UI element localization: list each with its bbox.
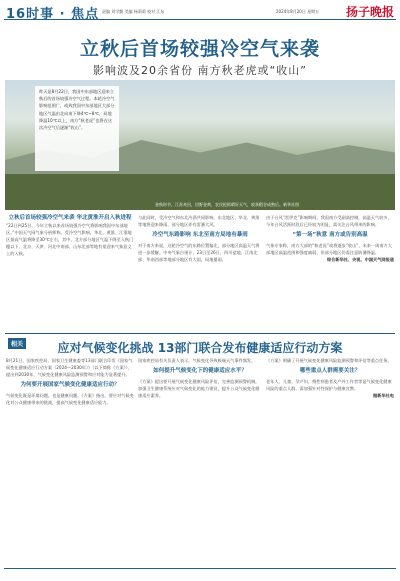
page-header <box>4 3 396 20</box>
col5-body: 国家疾控局有关负责人表示，气候变化导致极端天气事件频发。 <box>138 358 256 363</box>
col5-subheading: 如何提升气候变化下的健康适应水平？ <box>153 368 247 374</box>
story1-body: “22日到25日，今年立秋以来首场较强冷空气将影响我国中东部地区。”中国天气网气象分析师称，受冷空气影响，华北、黄淮、江淮地区最高气温将降至30℃左右，其中，北方部分地区气温下降至入秋门槛以下，北京、天津、河北中南部、山东北部等地有望迎来气象意义上的入秋。 <box>6 223 134 256</box>
photo-caption: 金秋时节，江苏麦田，田野金黄，农民抢抓晴好天气，收获稻谷成熟后。新华社图 <box>155 202 299 207</box>
col3-body2: 气象专家称，南方大部的“秋老虎”或将逐步“收山”，未来一周南方大部地区高温范围和强度减弱，但部分地区仍需注意防暑降温。 <box>266 243 392 255</box>
col2-subheading: 冷空气东路影响 东北至南方局地有暴雨 <box>152 232 248 238</box>
main-headline: 立秋后首场较强冷空气来袭 <box>79 38 320 60</box>
page-section-label: 16时事 · 焦点 <box>6 7 100 22</box>
col6-byline: 据新华社电 <box>373 393 394 398</box>
col2-body: 与此同时，受冷空气和东北冷涡共同影响，东北地区、华北、黄淮等地将迎来降雨，部分地区伴有雷暴大风。 <box>138 215 260 227</box>
story-column-2 <box>138 214 262 332</box>
col3-subheading: “第一场”秋意 南方或告别高温 <box>292 232 368 238</box>
col6-body: 《方案》明确了开展气候变化健康风险监测预警和评估等重点任务。 <box>266 358 392 363</box>
lead-text-box: 昨天是8月22日，我国中东部地区迎来立秋后的首场较强冷空气过程。本轮冷空气影响范围广，或致我国中东部地区大部分地区气温由北向南下降4℃~8℃，局地降温10℃以上，南方“秋老虎”也将在这次冷空气后逐渐“收山”。 <box>35 86 119 171</box>
page-footer <box>4 568 396 579</box>
story2-column-2 <box>138 357 262 557</box>
issue-date: 2024年8月20日 星期五 <box>276 9 320 14</box>
col6-subheading: 哪些重点人群需要关注？ <box>299 368 361 374</box>
section-tag: 相关 <box>8 338 26 349</box>
harvest-photo <box>5 80 395 210</box>
second-headline: 应对气候变化挑战 13部门联合发布健康适应行动方案 <box>57 341 343 355</box>
newspaper-logo: 扬子晚报 <box>345 5 394 19</box>
section-divider <box>5 333 395 334</box>
story1-heading: 立秋后首场较强冷空气来袭 华北黄淮开启入秋进程 <box>8 215 132 221</box>
story2-column-3 <box>266 357 394 557</box>
editor-credits: 责编 刘学勤 美编 杨莉莉 校对 江东 <box>102 9 165 14</box>
col4-body: 8月21日，国家疾控局、国家卫生健康委等13部门联合印发《国家气候变化健康适应行动方案（2024—2030年）》（以下简称《方案》），提出到2030年，气候变化健康风险监测预警和应对能力显著提升。 <box>6 358 133 377</box>
col4-subheading: 为何要开展国家气候变化健康适应行动？ <box>20 382 120 388</box>
main-subheadline: 影响波及20余省份 南方秋老虎或“收山” <box>93 64 307 77</box>
col5-body2: 《方案》提出要开展气候变化健康风险评估，完善监测预警机制，加强卫生健康系统应对气候变化的能力建设，提升公众气候变化健康适应素养。 <box>138 379 260 398</box>
col3-byline: 综合新华社、央视、中国天气网报道 <box>326 257 394 262</box>
col3-body: 由于台风“雷伊克”影响期间，我国南方受副高控制，高温天气较多，今年台风活跃时段后已经较为明显，需关注台风带来的影响。 <box>266 215 392 227</box>
col4-body2: 气候变化既是环境问题，也是健康问题。《方案》指出，要应对气候变化对公众健康带来的挑战，提高气候变化健康适应能力。 <box>6 393 134 405</box>
col6-body2: 老年人、儿童、孕产妇、慢性病患者及户外工作者等是气候变化健康风险的重点人群，需加强针对性保护与健康宣教。 <box>266 379 392 391</box>
story-column-1 <box>6 214 134 332</box>
story2-column-1 <box>6 357 134 557</box>
story-column-3 <box>266 214 394 332</box>
col2-body2: 对于南方来说，这轮冷空气的东路位置偏北，部分地区高温天气将进一步缓解。中央气象台预计，23日至26日，四川盆地、江南北部、华南西部等地部分地区有大雨，局地暴雨。 <box>138 243 260 262</box>
